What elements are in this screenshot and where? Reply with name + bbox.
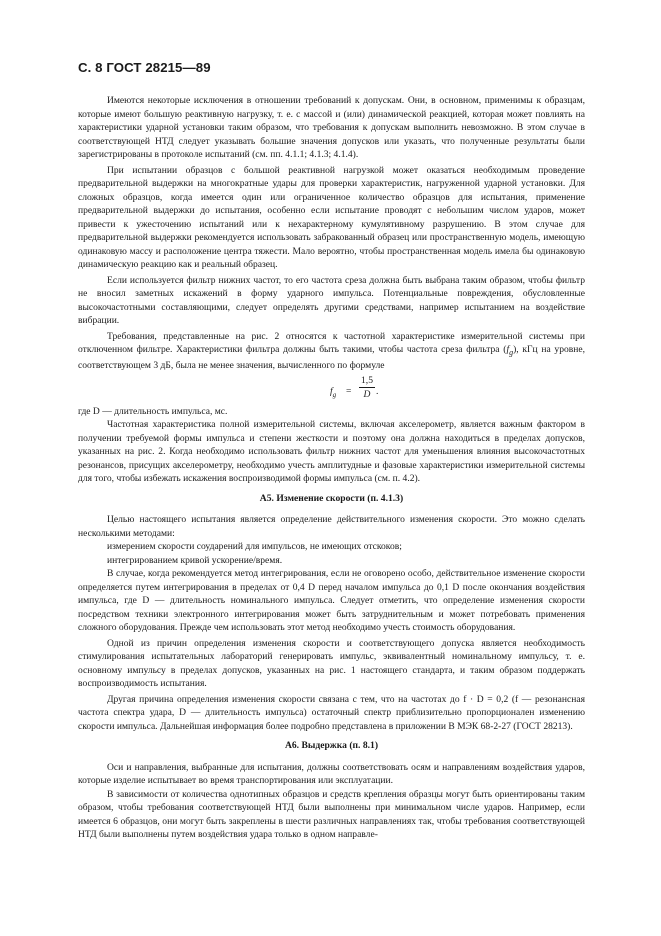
page-header: С. 8 ГОСТ 28215—89 [78, 60, 211, 75]
cutoff-frequency-formula [78, 375, 585, 405]
paragraph-specimen-orientation: В зависимости от количества однотипных образцов и средств крепления образцы могут быть ориентированы таким образом, чтобы требования соответствующей НТД были выполнены при минимальном числе ударов. Например, если имеется 6 образцов, они могут быть закреплены в шести различных направлениях так, чтобы требования соответствующей НТД были выполнены путем воздействия удара только в одном направле- [78, 788, 585, 841]
filter-text-part-2: ), кГц на уровне, соответствующем 3 дБ, была не менее значения, вычисленного по формуле [78, 344, 585, 372]
paragraph-velocity-reason-1: Одной из причин определения изменения скорости и соответствующего допуска является необходимость стимулирования испытательных лабораторий генерировать импульс, эквивалентный номинальному импульсу, т. е. основному импульсу в пределах допусков, указанных на рис. 1 настоящего стандарта, и таким образом поддержать воспроизводимость испытания. [78, 637, 585, 690]
paragraph-integration-method: В случае, когда рекомендуется метод интегрирования, если не оговорено особо, действительное изменение скорости определяется путем интегрирования в пределах от 0,4 D перед началом импульса до 0,1 D после окончания воздействия импульса, где D — длительность номинального импульса. Следует отметить, что определение изменения скорости посредством техники электронного интегрирования может быть затруднительным и может потребовать применения сложного оборудования. Прежде чем использовать этот метод необходимо учесть стоимость оборудования. [78, 568, 585, 634]
paragraph-frequency-response: Частотная характеристика полной измерительной системы, включая акселерометр, является важным фактором в получении требуемой формы импульса и степени жесткости и поэтому она должна находиться в пределах допусков, указанных на рис. 2. Когда необходимо использовать фильтр нижних частот для уменьшения влияния высокочастотных резонансов, присущих акселерометру, необходимо учесть амплитудные и фазовые характеристики измерительной системы для того, чтобы избежать искажения воспроизводимой формы импульса (см. п. 4.2). [78, 419, 585, 485]
formula-period: . [376, 385, 379, 397]
section-heading-a6: А6. Выдержка (п. 8.1) [284, 740, 379, 752]
section-heading-a5: А5. Изменение скорости (п. 4.1.3) [259, 492, 404, 504]
formula-lhs: $f_g$ [330, 385, 337, 399]
document-body [78, 94, 585, 842]
paragraph-where-d: где D — длительность импульса, мс. [78, 405, 228, 417]
list-item-integration: интегрированием кривой ускорение/время. [107, 554, 283, 566]
fg-symbol: $f_g$ [506, 344, 514, 357]
formula-equals: = [346, 385, 352, 397]
formula-denominator: D [363, 388, 371, 400]
paragraph-velocity-purpose: Целью настоящего испытания является определение действительного изменения скорости. Это можно сделать несколькими методами: [78, 514, 585, 539]
list-item-impact-velocity: измерением скорости соударений для импульсов, не имеющих отскоков; [107, 541, 402, 553]
paragraph-preconditioning: При испытании образцов с большой реактивной нагрузкой может оказаться необходимым проведение предварительной выдержки на многократные удары для проверки характеристик, нагруженной ударной установки. Для сложных образцов, когда имеется один или ограниченное количество образцов для испытания, применение предварительной выдержки до испытания, особенно если испытание проводят с небольшим числом ударов, может привести к ужесточению испытаний или к нехарактерному кумулятивному разрушению. В этом случае для предварительной выдержки рекомендуется использовать забракованный образец или пространственную модель, имеющую одинаковую массу и расположение центра тяжести. Мало вероятно, чтобы пространственная модель имела бы одинаковую динамическую реакцию как и реальный образец. [78, 164, 585, 270]
paragraph-velocity-reason-2: Другая причина определения изменения скорости связана с тем, что на частотах до f · D = 0,2 (f — резонансная частота спектра удара, D — длительность импульса) остаточный спектр приблизительно пропорционален изменению скорости импульса. Дальнейшая информация более подробно представлена в приложении В МЭК 68-2-27 (ГОСТ 28213). [78, 693, 585, 732]
filter-text-part-1: Требования, представленные на рис. 2 относятся к частотной характеристике измерительной системы при отключенном фильтре. Характеристики фильтра должны быть такими, чтобы частота среза фильтра ( [78, 330, 585, 355]
paragraph-filter-requirements [78, 330, 585, 373]
formula-numerator: 1,5 [359, 375, 375, 388]
paragraph-tolerance-exceptions: Имеются некоторые исключения в отношении требований к допускам. Они, в основном, применимы к образцам, которые имеют большую реактивную нагрузку, т. е. с массой и (или) динамической реакцией, которая может повлиять на характеристики ударной установки таким образом, что требования к допускам выполнить невозможно. В этом случае в соответствующей НТД следует указывать большие значения допусков или указать, что полученные результаты были зарегистрированы в протоколе испытаний (см. пп. 4.1.1; 4.1.3; 4.1.4). [78, 95, 585, 160]
formula-fraction [359, 375, 375, 401]
paragraph-axes-directions: Оси и направления, выбранные для испытания, должны соответствовать осям и направлениям воздействия ударов, которые изделие испытывает во время транспортирования или эксплуатации. [78, 761, 585, 787]
paragraph-lowpass-filter: Если используется фильтр нижних частот, то его частота среза должна быть выбрана таким образом, чтобы фильтр не вносил заметных искажений в форму ударного импульса. Потенциальные повреждения, обусловленные высокочастотными составляющими, следует определять другими средствами, например испытанием на воздействие вибрации. [78, 274, 585, 326]
